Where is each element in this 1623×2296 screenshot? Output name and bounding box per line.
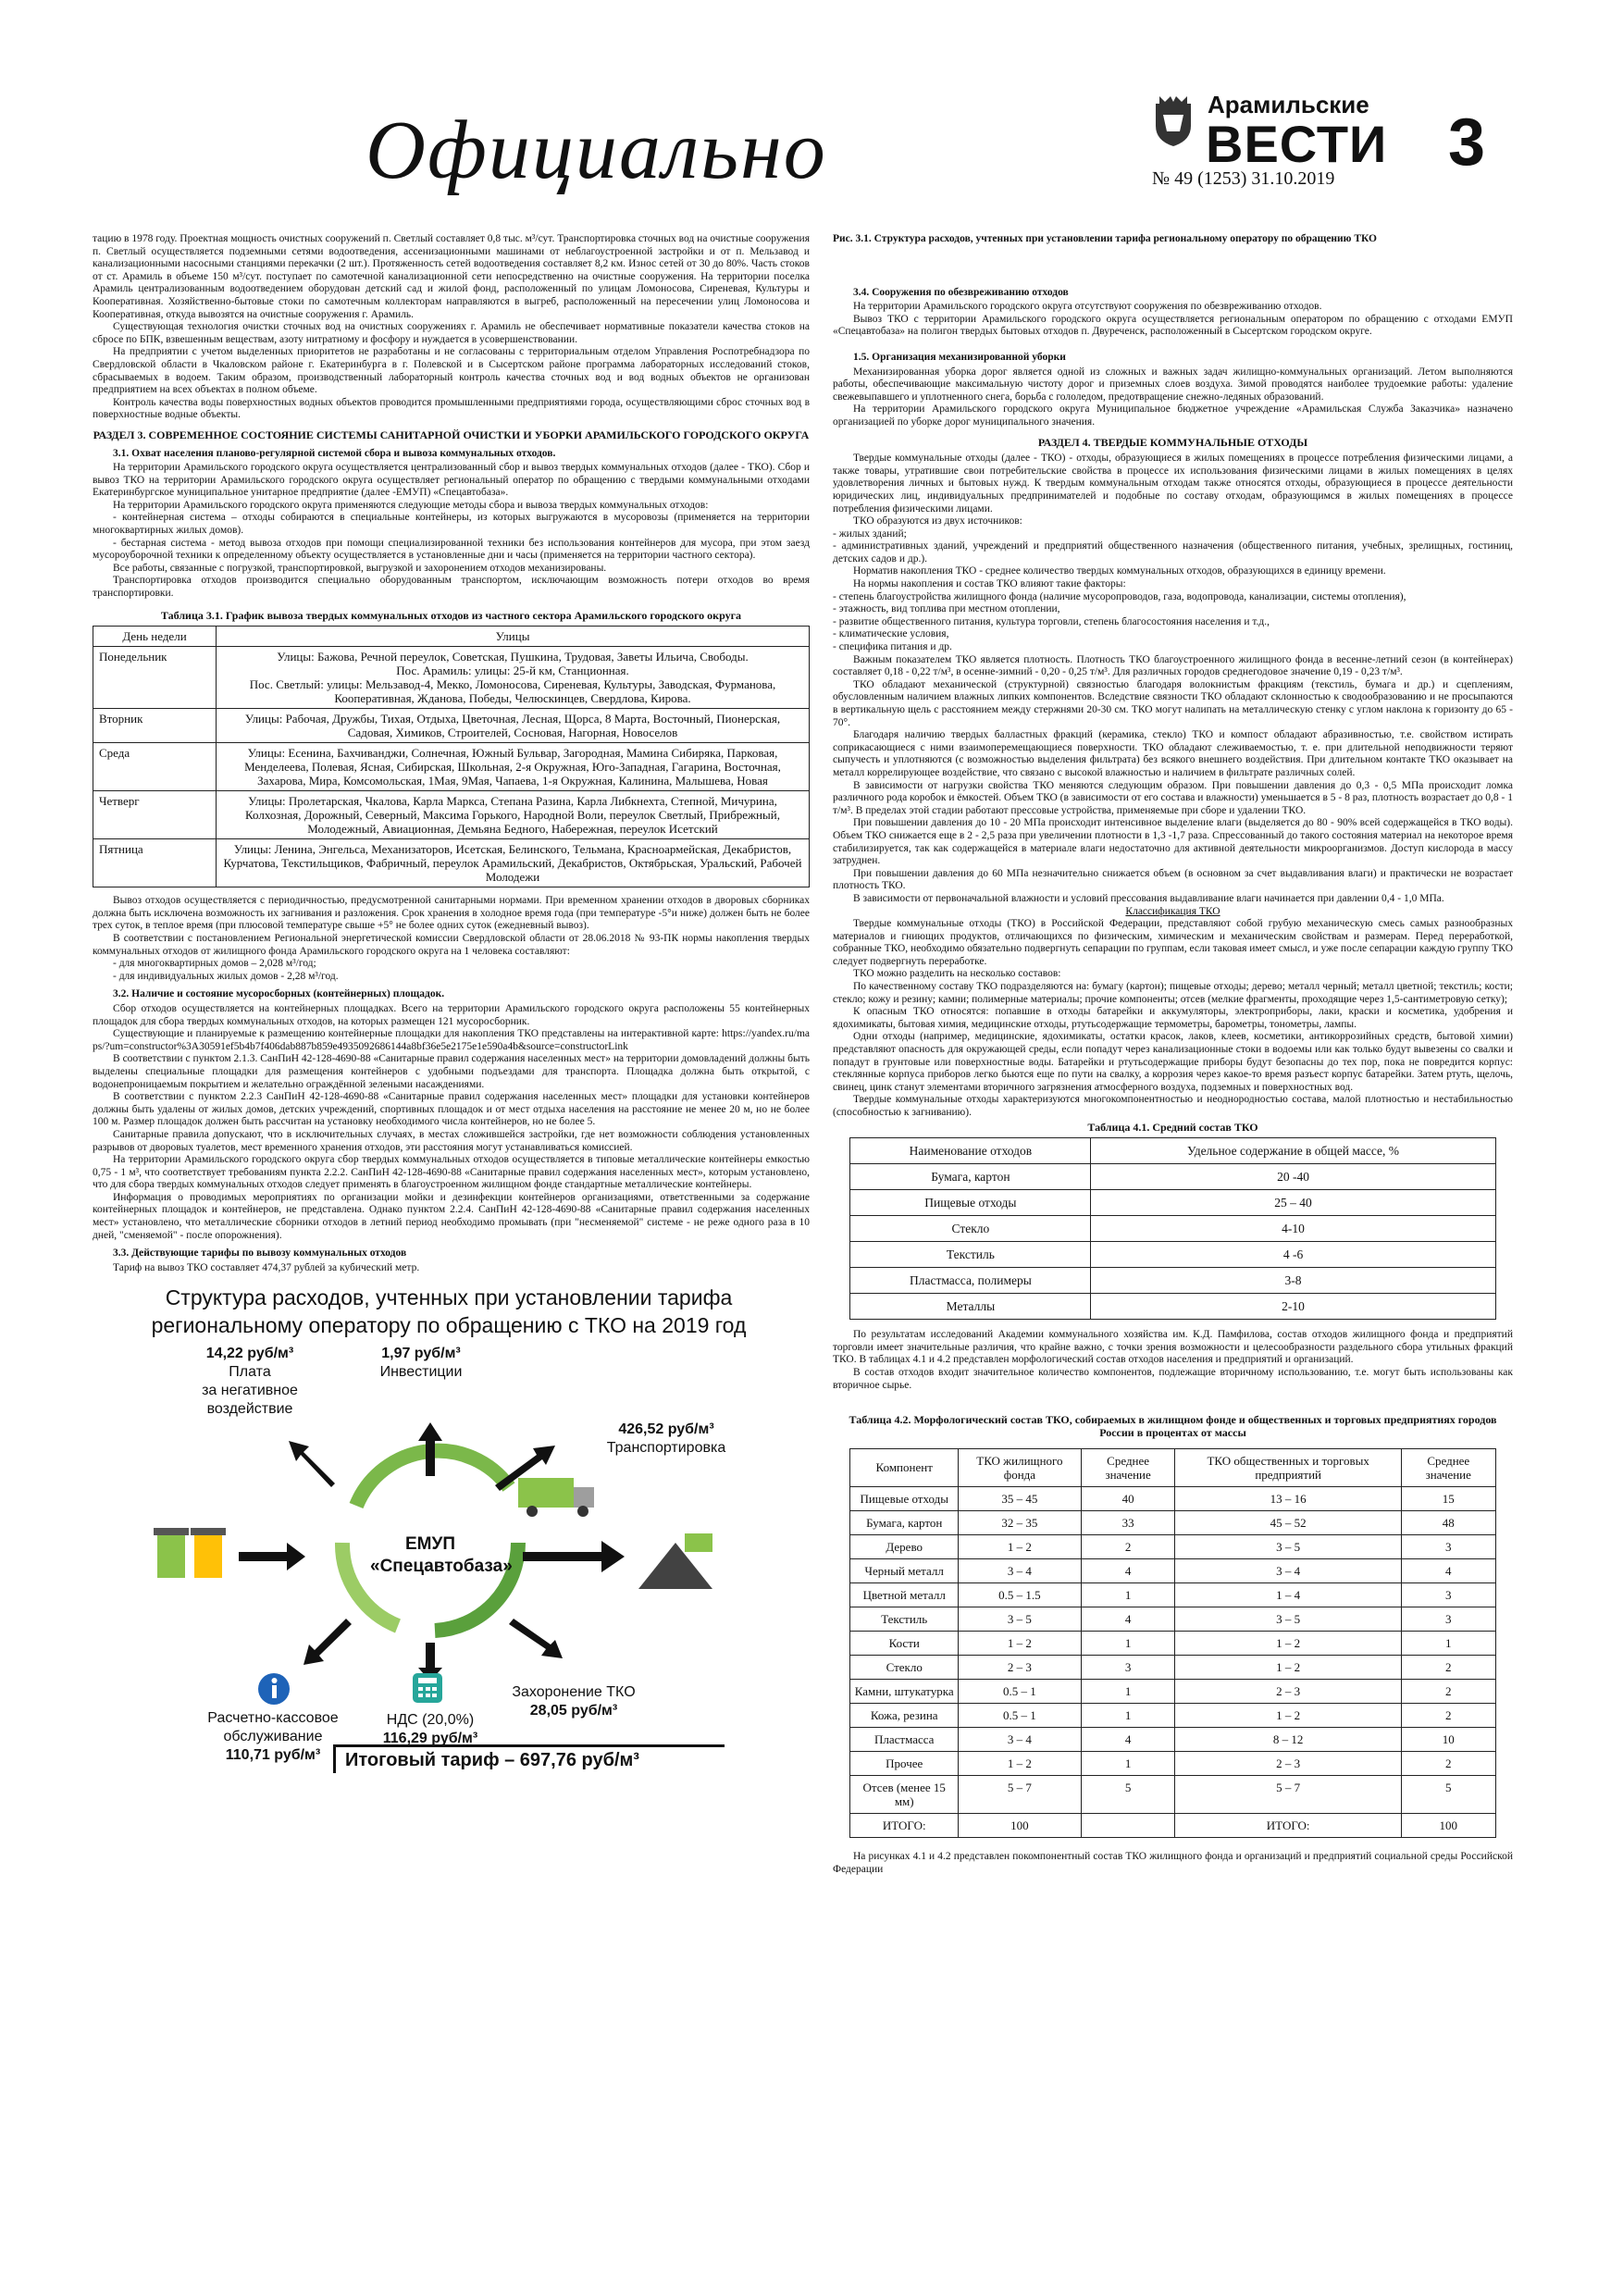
table-row bbox=[850, 1704, 1495, 1728]
table-cell: Черный металл bbox=[850, 1559, 959, 1583]
paragraph: На территории Арамильского городского округа отсутствуют сооружения по обезвреживанию отходов. bbox=[853, 301, 1322, 313]
table-cell: Дерево bbox=[850, 1535, 959, 1559]
table-cell: Прочее bbox=[850, 1752, 959, 1776]
table-cell: Улицы: Пролетарская, Чкалова, Карла Маркса, Степана Разина, Карла Либкнехта, Степной, Мичурина, Колхозная, Дорожный, Северный, Максима Горького, Народной Воли, переулок Светлый, Прибрежный, Молодежный, Авиационная, Демьяна Бедного, Набережная, переулок Исетский bbox=[217, 791, 810, 839]
table-cell: 100 bbox=[959, 1814, 1082, 1838]
vat-label: НДС (20,0%) bbox=[386, 1712, 475, 1729]
table-row bbox=[850, 1511, 1495, 1535]
table-cell: 3 – 4 bbox=[959, 1559, 1082, 1583]
pickup-schedule-table bbox=[93, 626, 810, 887]
table-cell: 2-10 bbox=[1091, 1294, 1495, 1320]
table-cell: 4-10 bbox=[1091, 1216, 1495, 1242]
table-cell: 2 – 3 bbox=[1175, 1752, 1401, 1776]
coat-of-arms-icon bbox=[1152, 94, 1195, 148]
table-caption: Таблица 4.1. Средний состав ТКО bbox=[1087, 1120, 1258, 1134]
table-cell: 1 – 2 bbox=[1175, 1656, 1401, 1680]
paragraph: Сбор отходов осуществляется на контейнерных площадках. Всего на территории Арамильского городского округа расположены 55 контейнерных площадок для сбора твердых коммунальных отходов, на которых размещен 121 мусоросборник. bbox=[93, 1002, 810, 1027]
table-header: Удельное содержание в общей массе, % bbox=[1091, 1138, 1495, 1164]
table-cell: 15 bbox=[1401, 1487, 1495, 1511]
table-cell: 13 – 16 bbox=[1175, 1487, 1401, 1511]
burial-label: Захоронение ТКО bbox=[512, 1684, 636, 1701]
infographic-title-line: Структура расходов, учтенных при установлении тарифа bbox=[165, 1285, 733, 1310]
table-cell: 4 bbox=[1401, 1559, 1495, 1583]
table-cell: Цветной металл bbox=[850, 1583, 959, 1607]
paragraph: На территории Арамильского городского округа Муниципальное бюджетное учреждение «Арамильская Служба Заказчика» назначено организацией по уборке дорог муниципального значения. bbox=[833, 403, 1513, 428]
paragraph: Важным показателем ТКО является плотность. Плотность ТКО благоустроенного жилищного фонда в весенне-летний сезон (в контейнерах) составляет 0,18 - 0,22 т/м³, в осенне-зимний - 0,20 - 0,25 т/м³. Для различных городов среднегодовое значение 0,19 - 0,23 т/м³. bbox=[833, 653, 1513, 678]
table-cell: 1 – 2 bbox=[1175, 1632, 1401, 1656]
paragraph: В соответствии с пунктом 2.2.3 СанПиН 42-128-4690-88 «Санитарные правил содержания населенных мест» площадки для установки контейнеров должны быть удалены от жилых домов, детских учреждений, спортивных площадок и от мест отдыха населения на расстояние не менее 20 м, но не более 100 м. Размер площадок должен быть рассчитан на установку необходимого числа контейнеров, но не более 5. bbox=[93, 1091, 810, 1128]
table-cell: Улицы: Ленина, Энгельса, Механизаторов, Исетская, Белинского, Тельмана, Красноармейская, Декабристов, Курчатова, Текстильщиков, Фабричный, переулок Арамильский, Декабристов, Октябрьская, Уральский, Рабочей Молодежи bbox=[217, 839, 810, 887]
table-cell: 0.5 – 1.5 bbox=[959, 1583, 1082, 1607]
table-cell: 3 bbox=[1401, 1535, 1495, 1559]
table-caption: Таблица 4.2. Морфологический состав ТКО, собираемых в жилищном фонде и общественных и торговых предприятиях городов России в процентах от массы bbox=[849, 1413, 1497, 1439]
negative-impact-label: за негативное bbox=[202, 1383, 298, 1399]
table-cell: Кожа, резина bbox=[850, 1704, 959, 1728]
paragraph: На рисунках 4.1 и 4.2 представлен покомпонентный состав ТКО жилищного фонда и организаций и предприятий социальной среды Российской Федерации bbox=[833, 1851, 1513, 1875]
arrow-down-right-icon bbox=[509, 1619, 563, 1658]
table-cell: 1 bbox=[1081, 1632, 1175, 1656]
negative-impact-label: Плата bbox=[229, 1364, 271, 1381]
table-cell: 3-8 bbox=[1091, 1268, 1495, 1294]
infographic-title-line: региональному оператору по обращению с ТКО на 2019 год bbox=[151, 1313, 747, 1338]
section-title: Официально bbox=[365, 105, 827, 196]
table-row bbox=[850, 1752, 1495, 1776]
table-row bbox=[850, 1583, 1495, 1607]
table-cell: 1 – 2 bbox=[959, 1752, 1082, 1776]
table-cell: 32 – 35 bbox=[959, 1511, 1082, 1535]
table-header: Наименование отходов bbox=[850, 1138, 1091, 1164]
paragraph: Благодаря наличию твердых балластных фракций (керамика, стекло) ТКО и компост обладают абразивностью, т.е. свойством истирать соприкасающиеся с ними взаимоперемещающиеся поверхности. ТКО обладают слеживаемостью, т. е. при длительной неподвижности теряют сыпучесть и уплотняются (с возможностью выделения фильтрата) без всякого внешнего воздействия. При длительном контакте ТКО оказывает на металл коррелирующее воздействие, что связано с высокой влажностью и наличием в фильтрате различных солей. bbox=[833, 729, 1513, 778]
paragraph: На предприятии с учетом выделенных приоритетов не разработаны и не согласованы с территориальным отделом Управления Роспотребнадзора по Свердловской области в Чкаловском районе г. Екатеринбурга в г. Полевской и в Сысертском районе программа лабораторных исследований стоков, сбрасываемых в водоем. Таким образом, производственный лабораторный контроль качества сточных вод и вод водных объектов не организован предприятием на всех объектах в полном объеме. bbox=[93, 346, 810, 396]
paragraph: тацию в 1978 году. Проектная мощность очистных сооружений п. Светлый составляет 0,8 тыс. м³/сут. Транспортировка сточных вод на очистные сооружения п. Светлый осуществляется подземными сетями водоотведения, ассенизационными машинами от неблагоустроенной застройки и от п. Мельзавод и канализационными насосными станциями перекачки (2 шт.). Протяженность сетей водоотведения составляет 8,2 км. Износ сетей от 30 до 80%. Часть стоков от ст. Арамиль в объеме 150 м³/сут. поступает по самотечной канализационной сети непосредственно на очистные сооружения. На территории поселка Арамиль централизованным водоотведением оборудован детский сад и жилой фонд, расположенный по улицам Ломоносова, Сиреневая, Культуры и Кооперативная. Хозяйственно-бытовые стоки по самотечным коллекторам направляются в выгреб, расположенный на пересечении улиц Ломоносова и Кооперативная, откуда вывозятся на очистные сооружения г. Арамиль. bbox=[93, 233, 810, 320]
table-cell: Камни, штукатурка bbox=[850, 1680, 959, 1704]
table-row bbox=[850, 1535, 1495, 1559]
cash-service-label: Расчетно-кассовое bbox=[207, 1710, 339, 1727]
table-cell bbox=[217, 647, 810, 709]
table-cell: 33 bbox=[1081, 1511, 1175, 1535]
transport-label: Транспортировка bbox=[606, 1440, 726, 1457]
table-row bbox=[93, 647, 810, 709]
table-caption: Таблица 3.1. График вывоза твердых коммунальных отходов из частного сектора Арамильского городского округа bbox=[160, 608, 742, 622]
table-cell: 3 – 5 bbox=[959, 1607, 1082, 1632]
table-row bbox=[93, 839, 810, 887]
table-cell: 5 bbox=[1081, 1776, 1175, 1814]
table-cell: 25 – 40 bbox=[1091, 1190, 1495, 1216]
table-cell: 35 – 45 bbox=[959, 1487, 1082, 1511]
table-row bbox=[850, 1776, 1495, 1814]
issue-info: № 49 (1253) 31.10.2019 bbox=[1152, 168, 1335, 189]
investment-value: 1,97 руб/м³ bbox=[381, 1346, 461, 1362]
infographic-title bbox=[120, 1284, 777, 1339]
table-cell: 4 bbox=[1081, 1607, 1175, 1632]
paragraph: - контейнерная система – отходы собираются в специальные контейнеры, из которых выгружаются в мусоровозы (применяется на территории многоквартирных жилых домов). bbox=[93, 512, 810, 537]
info-icon bbox=[257, 1672, 291, 1706]
arrow-up-left-icon bbox=[289, 1441, 335, 1487]
paragraph: Контроль качества воды поверхностных водных объектов проводится промышленными предприятиями города, осуществляющими сброс сточных вод в поверхностные водные объекты. bbox=[93, 396, 810, 421]
paragraph: Информация о проводимых мероприятиях по организации мойки и дезинфекции контейнеров организациями, ответственными за содержание контейнерных площадок и контейнеров, не представлена. Однако пунктом 2.2.4. СанПиН 42-128-4690-88 «Санитарные правил содержания населенных мест» установлено, что металлические сборники отходов в летний период необходимо промывать (при "несменяемой" системе - не реже одного раза в 10 дней, "сменяемой" - после опорожнения). bbox=[93, 1191, 810, 1241]
table-cell: 2 bbox=[1401, 1752, 1495, 1776]
green-bin-icon bbox=[157, 1533, 185, 1578]
subsection-heading: 3.1. Охват населения планово-регулярной системой сбора и вывоза коммунальных отходов. bbox=[113, 447, 556, 459]
arrow-right-icon bbox=[239, 1543, 305, 1570]
newspaper-logo bbox=[1152, 91, 1388, 194]
table-cell: Бумага, картон bbox=[850, 1164, 1091, 1190]
paragraph: В состав отходов входит значительное количество компонентов, подлежащие вторичному использованию, т.е. могут быть использованы как вторичное сырье. bbox=[833, 1366, 1513, 1391]
table-cell: 5 – 7 bbox=[1175, 1776, 1401, 1814]
table-row bbox=[850, 1728, 1495, 1752]
burial-value: 28,05 руб/м³ bbox=[529, 1703, 618, 1719]
table-cell: 20 -40 bbox=[1091, 1164, 1495, 1190]
table-header: Среднее значение bbox=[1081, 1449, 1175, 1487]
paragraph: - жилых зданий; bbox=[833, 527, 907, 540]
table-row bbox=[850, 1559, 1495, 1583]
table-header: День недели bbox=[93, 627, 217, 647]
burial-block bbox=[490, 1683, 657, 1720]
paragraph: Существующая технология очистки сточных вод на очистных сооружениях г. Арамиль не обеспечивает нормативные показатели качества стоков на сбросе по БПК, взвешенным веществам, азоту нитратному и фосфору и нуждается в усовершенствовании. bbox=[93, 321, 810, 345]
table-cell: 3 bbox=[1401, 1607, 1495, 1632]
table-cell: 1 bbox=[1401, 1632, 1495, 1656]
table-cell: 1 bbox=[1081, 1704, 1175, 1728]
cell-line: Пос. Светлый: улицы: Мельзавод-4, Мекко, Ломоносова, Сиреневая, Культуры, Заводская, Фурманова, Кооперативная, Жданова, Победы, Челюскинцев, Свердлова, Кирова. bbox=[249, 677, 776, 706]
table-cell: Стекло bbox=[850, 1216, 1091, 1242]
table-cell: 2 – 3 bbox=[959, 1656, 1082, 1680]
arrow-down-left-icon bbox=[304, 1619, 352, 1665]
table-cell: 4 -6 bbox=[1091, 1242, 1495, 1268]
paragraph: - административных зданий, учреждений и предприятий общественного назначения (общественного питания, учебных, зрелищных, гостиниц, детских садов и др.). bbox=[833, 540, 1513, 565]
paragraph: - степень благоустройства жилищного фонда (наличие мусоропроводов, газа, водопровода, канализации, системы отопления), bbox=[833, 590, 1406, 602]
table-cell: Стекло bbox=[850, 1656, 959, 1680]
left-column bbox=[93, 233, 810, 1774]
table-row bbox=[850, 1814, 1495, 1838]
paragraph: Вывоз отходов осуществляется с периодичностью, предусмотренной санитарными нормами. При временном хранении отходов в дворовых сборниках должна быть исключена возможность их загнивания и разложения. Срок хранения в холодное время года (при температуре -5°и ниже) должен быть не более трех суток, в теплое время (при плюсовой температуре свыше +5° не более одних суток (ежедневный вывоз). bbox=[93, 895, 810, 932]
table-cell: 0.5 – 1 bbox=[959, 1704, 1082, 1728]
table-cell: 5 bbox=[1401, 1776, 1495, 1814]
table-cell: Пищевые отходы bbox=[850, 1487, 959, 1511]
morphological-composition-table bbox=[849, 1448, 1495, 1838]
total-tariff: Итоговый тариф – 697,76 руб/м³ bbox=[333, 1744, 725, 1773]
table-header: Компонент bbox=[850, 1449, 959, 1487]
table-cell: Понедельник bbox=[93, 647, 217, 709]
classification-heading: Классификация ТКО bbox=[1125, 905, 1220, 917]
paragraph: К опасным ТКО относятся: попавшие в отходы батарейки и аккумуляторы, электроприборы, лаки, краски и косметика, удобрения и ядохимикаты, бытовая химия, медицинские отходы, ртутьсодержащие термометры, барометры, тонометры, лампы. bbox=[833, 1006, 1513, 1030]
table-header: Улицы bbox=[217, 627, 810, 647]
tariff-infographic bbox=[120, 1284, 777, 1774]
paragraph: Все работы, связанные с погрузкой, транспортировкой, выгрузкой и захоронением отходов механизированы. bbox=[113, 562, 607, 574]
average-composition-table bbox=[849, 1137, 1495, 1320]
table-cell: 3 – 4 bbox=[959, 1728, 1082, 1752]
table-cell: 4 bbox=[1081, 1559, 1175, 1583]
paragraph: На территории Арамильского городского округа осуществляется централизованный сбор и вывоз твердых коммунальных отходов (далее - ТКО). Сбор и вывоз ТКО на территории Арамильского городского округа осуществляет региональный оператор по обращению с твердыми коммунальными отходами Екатеринбургское муниципальное унитарное предприятие (далее -ЕМУП) «Спецавтобаза». bbox=[93, 462, 810, 499]
paragraph: На нормы накопления и состав ТКО влияют такие факторы: bbox=[853, 578, 1126, 590]
paragraph: - развитие общественного питания, культура торговли, степень благосостояния населения и т.д., bbox=[833, 615, 1270, 627]
table-cell: 3 bbox=[1401, 1583, 1495, 1607]
table-row bbox=[850, 1190, 1495, 1216]
table-cell: 1 – 2 bbox=[959, 1535, 1082, 1559]
table-cell: Кости bbox=[850, 1632, 959, 1656]
cash-service-label: обслуживание bbox=[223, 1729, 323, 1745]
logo-line1: Арамильские bbox=[1208, 91, 1369, 118]
paragraph: - для многоквартирных домов – 2,028 м³/год; bbox=[113, 958, 316, 970]
paragraph: Санитарные правила допускают, что в исключительных случаях, в местах сложившейся застройки, где нет возможности соблюдения установленных разрывов от дворовых туалетов, мест временного хранения отходов, эти расстояния могут устанавливаться комиссией. bbox=[93, 1128, 810, 1153]
section-heading: РАЗДЕЛ 3. СОВРЕМЕННОЕ СОСТОЯНИЕ СИСТЕМЫ САНИТАРНОЙ ОЧИСТКИ И УБОРКИ АРАМИЛЬСКОГО ГОРОДСКОГО ОКРУГА bbox=[93, 428, 810, 441]
paragraph: Твердые коммунальные отходы характеризуются многокомпонентностью и неоднородностью состава, малой плотностью и нестабильностью (способностью к загниванию). bbox=[833, 1094, 1513, 1118]
table-header: ТКО жилищного фонда bbox=[959, 1449, 1082, 1487]
table-cell: 3 – 5 bbox=[1175, 1607, 1401, 1632]
paragraph: ТКО можно разделить на несколько составов: bbox=[853, 968, 1061, 980]
table-cell: Пятница bbox=[93, 839, 217, 887]
table-cell: Четверг bbox=[93, 791, 217, 839]
table-cell: 48 bbox=[1401, 1511, 1495, 1535]
table-row bbox=[850, 1632, 1495, 1656]
subsection-heading: 1.5. Организация механизированной уборки bbox=[853, 351, 1066, 363]
table-cell: ИТОГО: bbox=[1175, 1814, 1401, 1838]
table-cell: 10 bbox=[1401, 1728, 1495, 1752]
paragraph: ТКО обладают механической (структурной) связностью благодаря волокнистым фракциям (текстиль, бумага и др.) и сцеплениям, обусловленным наличием влажных липких компонентов. Вследствие связности ТКО обладают склонностью к сводообразованию и не просыпаются в вертикальную щель с расстоянием между стержнями 20-30 см. ТКО могут налипать на металлическую стенку с углом наклона к горизонту до 65 - 70°. bbox=[833, 678, 1513, 728]
table-cell: 5 – 7 bbox=[959, 1776, 1082, 1814]
table-cell: 3 bbox=[1081, 1656, 1175, 1680]
table-row bbox=[850, 1656, 1495, 1680]
table-row bbox=[850, 1607, 1495, 1632]
yellow-bin-icon bbox=[194, 1533, 222, 1578]
paragraph: ТКО образуются из двух источников: bbox=[853, 515, 1022, 527]
cell-line: Улицы: Бажова, Речной переулок, Советская, Пушкина, Трудовая, Заветы Ильича, Свободы. bbox=[277, 650, 749, 664]
table-cell: 0.5 – 1 bbox=[959, 1680, 1082, 1704]
paragraph: В соответствии с постановлением Региональной энергетической комиссии Свердловской области от 28.06.2018 № 93-ПК нормы накопления твердых коммунальных отходов от жилищного фонда Арамильского городского округа на 1 человека составляют: bbox=[93, 933, 810, 957]
paragraph: На территории Арамильского городского округа применяются следующие методы сбора и вывоза твердых коммунальных отходов: bbox=[113, 499, 709, 511]
paragraph: Норматив накопления ТКО - среднее количество твердых коммунальных отходов, образующихся в единицу времени. bbox=[853, 565, 1386, 577]
table-cell: 1 – 4 bbox=[1175, 1583, 1401, 1607]
table-cell: 2 – 3 bbox=[1175, 1680, 1401, 1704]
table-row bbox=[850, 1164, 1495, 1190]
page-number: 3 bbox=[1448, 105, 1486, 180]
cell-line: Пос. Арамиль: улицы: 25-й км, Станционная. bbox=[396, 664, 629, 678]
paragraph: Механизированная уборка дорог является одной из сложных и важных задач жилищно-коммунальных организаций. Летом выполняются работы, обеспечивающие максимальную чистоту дорог и приземных слоев воздуха. Зимой проводятся наиболее трудоемкие работы: удаление свежевыпавшего и уплотненного снега, борьба с гололедом, предотвращение снежно-ледяных образований. bbox=[833, 366, 1513, 403]
subsection-heading: 3.3. Действующие тарифы по вывозу коммунальных отходов bbox=[113, 1247, 407, 1260]
table-cell: 3 – 4 bbox=[1175, 1559, 1401, 1583]
table-row bbox=[850, 1680, 1495, 1704]
paragraph: Тариф на вывоз ТКО составляет 474,37 рублей за кубический метр. bbox=[113, 1261, 420, 1273]
paragraph: При повышении давления до 10 - 20 МПа происходит интенсивное выделение влаги (выделяется до 80 - 90% всей содержащейся в ТКО воды). Объем ТКО снижается еще в 2 - 2,5 раза при увеличении плотности в 1,3 -1,7 раза. Спрессованный до такого состояния материал на некоторое время стабилизируется, так как содержащейся в материале влаги недостаточно для активной деятельности микроорганизмов. Доступ кислорода в массу затруднен. bbox=[833, 817, 1513, 867]
table-cell: 2 bbox=[1081, 1535, 1175, 1559]
table-row bbox=[850, 1294, 1495, 1320]
table-cell: Пластмасса, полимеры bbox=[850, 1268, 1091, 1294]
table-cell: 1 – 2 bbox=[959, 1632, 1082, 1656]
paragraph: - специфика питания и др. bbox=[833, 641, 952, 653]
table-cell: Отсев (менее 15 мм) bbox=[850, 1776, 959, 1814]
cash-service-value: 110,71 руб/м³ bbox=[225, 1747, 321, 1764]
paragraph: - этажность, вид топлива при местном отоплении, bbox=[833, 603, 1060, 615]
table-cell: 2 bbox=[1401, 1656, 1495, 1680]
table-row bbox=[93, 709, 810, 743]
operator-name-line: «Спецавтобаза» bbox=[370, 1557, 513, 1577]
table-cell: Улицы: Рабочая, Дружбы, Тихая, Отдыха, Цветочная, Лесная, Щорса, 8 Марта, Восточный, Пионерская, Садовая, Химиков, Строителей, Сосновая, Нагорная, Новоселов bbox=[217, 709, 810, 743]
table-cell: Пищевые отходы bbox=[850, 1190, 1091, 1216]
paragraph: - для индивидуальных жилых домов - 2,28 м³/год. bbox=[113, 970, 339, 982]
table-cell: 1 – 2 bbox=[1175, 1704, 1401, 1728]
table-header: ТКО общественных и торговых предприятий bbox=[1175, 1449, 1401, 1487]
table-row bbox=[850, 1268, 1495, 1294]
paragraph: Существующие и планируемые к размещению контейнерные площадки для накопления ТКО представлены на интерактивной карте: https://yandex.ru/maps/?um=constructor%3A30591ef5b4b7f406dab887b859e4935092686144a8bf36e5e2175e1e590a4b&source=constructorLink bbox=[93, 1028, 810, 1052]
paragraph: Вывоз ТКО с территории Арамильского городского округа осуществляется региональным оператором по обращению с отходами ЕМУП «Спецавтобаза» на полигон твердых бытовых отходов п. Двуреченск, расположенный в Сысертском городском округе. bbox=[833, 313, 1513, 338]
table-cell: Среда bbox=[93, 743, 217, 791]
table-row bbox=[850, 1216, 1495, 1242]
garbage-truck-icon bbox=[518, 1478, 574, 1508]
transport-value: 426,52 руб/м³ bbox=[618, 1421, 714, 1438]
table-cell: Текстиль bbox=[850, 1607, 959, 1632]
table-cell: Металлы bbox=[850, 1294, 1091, 1320]
table-cell: 2 bbox=[1401, 1680, 1495, 1704]
table-cell: 4 bbox=[1081, 1728, 1175, 1752]
table-cell: 1 bbox=[1081, 1752, 1175, 1776]
table-cell: Вторник bbox=[93, 709, 217, 743]
table-row bbox=[850, 1242, 1495, 1268]
table-row bbox=[93, 791, 810, 839]
table-cell: Пластмасса bbox=[850, 1728, 959, 1752]
paragraph: Твердые коммунальные отходы (далее - ТКО) - отходы, образующиеся в жилых помещениях в процессе потребления физическими лицами, а также товары, утратившие свои потребительские свойства в процессе их использования физическими лицами в жилых помещениях в целях удовлетворения личных и бытовых нужд. К твердым коммунальным отходам также относятся отходы, образующиеся в процессе деятельности юридических лиц, индивидуальных предпринимателей и подобные по составу отходам, образующимся в жилых помещениях в процессе потребления физическими лицами. bbox=[833, 453, 1513, 515]
table-row bbox=[93, 743, 810, 791]
section-heading: РАЗДЕЛ 4. ТВЕРДЫЕ КОММУНАЛЬНЫЕ ОТХОДЫ bbox=[1037, 435, 1308, 449]
subsection-heading: 3.2. Наличие и состояние мусоросборных (контейнерных) площадок. bbox=[113, 988, 445, 1000]
investment-label: Инвестиции bbox=[379, 1364, 463, 1381]
table-cell: Улицы: Есенина, Бахчиванджи, Солнечная, Южный Бульвар, Загородная, Мамина Сибиряка, Парковая, Менделеева, Полевая, Ясная, Сибирская, Школьная, 2-я Окружная, Юго-Западная, Гагарина, Восточная, Захарова, Мира, Комсомольская, 1Мая, 9Мая, Чапаева, 1-я Окружная, Калинина, Малышева, Новая bbox=[217, 743, 810, 791]
figure-caption: Рис. 3.1. Структура расходов, учтенных при установлении тарифа региональному оператору по обращению ТКО bbox=[833, 233, 1377, 244]
table-cell: ИТОГО: bbox=[850, 1814, 959, 1838]
negative-impact-value: 14,22 руб/м³ bbox=[205, 1346, 294, 1362]
table-cell: Бумага, картон bbox=[850, 1511, 959, 1535]
table-cell: 100 bbox=[1401, 1814, 1495, 1838]
paragraph: На территории Арамильского городского округа сбор твердых коммунальных отходов осуществляется в типовые металлические контейнеры емкостью 0,75 - 1 м³, что соответствует требованиям пункта 2.2.2. СанПиН 42-128-4690-88 «Санитарные правил содержания населенных мест», которым установлено, что для сбора твердых коммунальных отходов следует применять в благоустроенном жилищном фонде стандартные металлические контейнеры. bbox=[93, 1154, 810, 1191]
table-cell: 8 – 12 bbox=[1175, 1728, 1401, 1752]
arrow-right-icon bbox=[523, 1541, 625, 1572]
paragraph: Транспортировка отходов производится специально оборудованным транспортом, исключающим возможность потери отходов во время транспортировки. bbox=[93, 575, 810, 600]
operator-name bbox=[370, 1533, 513, 1578]
investment-block bbox=[352, 1345, 490, 1382]
paragraph: - бестарная система - метод вывоза отходов при помощи специализированной техники без использования контейнеров для мусора, при этом заезд мусороуборочной техники к определенному объекту осуществляется в установленные дни и часы (применяется на территории частного сектора). bbox=[93, 537, 810, 562]
vat-value: 116,29 руб/м³ bbox=[382, 1731, 478, 1747]
table-cell: 2 bbox=[1401, 1704, 1495, 1728]
negative-impact-label: воздействие bbox=[206, 1401, 293, 1418]
table-header: Среднее значение bbox=[1401, 1449, 1495, 1487]
logo-line2: ВЕСТИ bbox=[1206, 115, 1388, 173]
paragraph: По качественному составу ТКО подразделяются на: бумагу (картон); пищевые отходы; дерево; металл черный; металл цветной; текстиль; кости; стекло; кожу и резину; камни; полимерные материалы; прочие компоненты; отсев (мелкие фрагменты, проходящие через 1,5-сантиметровую сетку); bbox=[833, 981, 1513, 1005]
table-cell: 40 bbox=[1081, 1487, 1175, 1511]
paragraph: Твердые коммунальные отходы (ТКО) в Российской Федерации, представляют собой грубую механическую смесь самых разнообразных материалов и гниющих продуктов, отличающихся по физическим, химическим и механическим свойствам и размерам. Перед переработкой, собранные ТКО, необходимо обязательно подвергнуть сепарации по группам, если таковая имеет смысл, и уже после сепарации каждую группу ТКО следует подвергнуть переработке. bbox=[833, 918, 1513, 967]
paragraph: В соответствии с пунктом 2.1.3. СанПиН 42-128-4690-88 «Санитарные правил содержания населенных мест» на территории домовладений должны быть выделены специальные площадки для размещения контейнеров с удобными подъездами для транспорта. Площадка должна быть открытой, с водонепроницаемым покрытием и желательно ограждённой зелеными насаждениями. bbox=[93, 1053, 810, 1090]
paragraph: В зависимости от первоначальной влажности и условий прессования выдавливание влаги начинается при давлении 0,4 - 1,0 МПа. bbox=[853, 892, 1444, 904]
paragraph: При повышении давления до 60 МПа незначительно снижается объем (в основном за счет выдавливания влаги) и практически не возрастает плотность ТКО. bbox=[833, 867, 1513, 892]
calculator-icon bbox=[412, 1672, 443, 1704]
paragraph: В зависимости от нагрузки свойства ТКО меняются следующим образом. При повышении давления до 0,3 - 0,5 МПа происходит ломка различного рода коробок и ёмкостей. Объем ТКО (в зависимости от его состава и влажности) уменьшается в 5 - 8 раз, плотность возрастает до 0,8 - 1 т/м³. В пределах этой стадии работают прессовые устройства, применяемые при сборе и удалении ТКО. bbox=[833, 779, 1513, 816]
paragraph: Одни отходы (например, медицинские, ядохимикаты, остатки красок, лаков, клеев, косметики, антикоррозийных средств, бытовой химии) представляют опасность для окружающей среды, если попадут через канализационные стоки в водоемы или как только будут вывезены со свалки и попадут в грунтовые или поверхностные воды. Батарейки и ртутьсодержащие приборы будут безопасны до тех пор, пока не повредится корпус: стеклянные корпуса приборов легко бьются еще по пути на свалку, а коррозия через какое-то время разъест корпус батарейки. Затем ртуть, щелочь, свинец, цинк станут элементами вторичного загрязнения атмосферного воздуха, подземных и поверхностных вод. bbox=[833, 1031, 1513, 1093]
table-cell: 1 bbox=[1081, 1680, 1175, 1704]
vat-block bbox=[370, 1711, 490, 1748]
table-cell: 1 bbox=[1081, 1583, 1175, 1607]
paragraph: По результатам исследований Академии коммунального хозяйства им. К.Д. Памфилова, состав отходов жилищного фонда и предприятий торговли имеет значительные различия, что крайне важно, с точки зрения возможности и целесообразности раздельного сбора утильных фракций ТКО. В таблицах 4.1 и 4.2 представлен морфологический состав отходов населения и предприятий и организаций. bbox=[833, 1329, 1513, 1366]
paragraph: - климатические условия, bbox=[833, 628, 949, 640]
subsection-heading: 3.4. Сооружения по обезвреживанию отходов bbox=[853, 286, 1069, 298]
table-row bbox=[850, 1487, 1495, 1511]
table-cell: 45 – 52 bbox=[1175, 1511, 1401, 1535]
table-cell bbox=[1081, 1814, 1175, 1838]
table-cell: Текстиль bbox=[850, 1242, 1091, 1268]
operator-name-line: ЕМУП bbox=[405, 1534, 455, 1555]
right-column bbox=[833, 233, 1513, 1877]
table-cell: 3 – 5 bbox=[1175, 1535, 1401, 1559]
